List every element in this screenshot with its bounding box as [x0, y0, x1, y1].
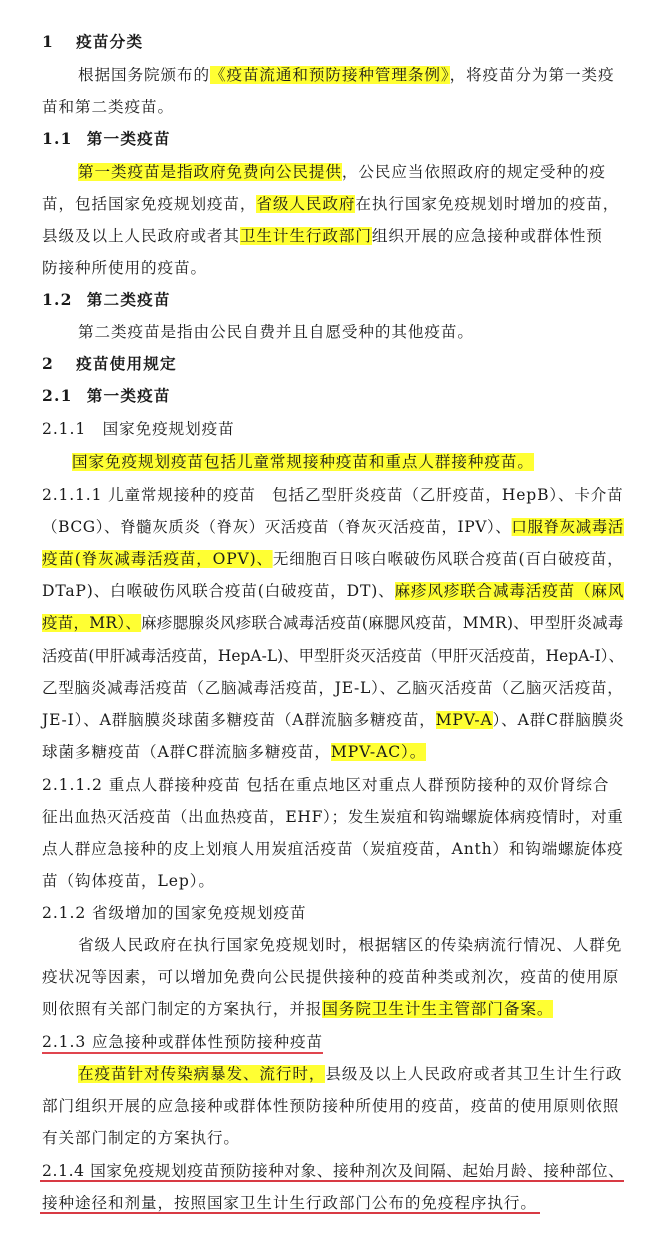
highlight: 麻疹风疹联合减毒活疫苗（麻风 — [394, 582, 625, 600]
heading-2-1: 2.1 第一类疫苗 — [42, 386, 171, 405]
paragraph-line: 省级人民政府在执行国家免疫规划时，根据辖区的传染病流行情况、人群免 — [78, 936, 623, 954]
paragraph-line: （BCG）、脊髓灰质炎（脊灰）灭活疫苗（脊灰灭活疫苗，IPV）、口服脊灰减毒活 — [42, 518, 624, 536]
highlight: 在疫苗针对传染病暴发、流行时， — [78, 1065, 326, 1083]
highlight: 省级人民政府 — [256, 195, 356, 213]
highlight: 国家免疫规划疫苗包括儿童常规接种疫苗和重点人群接种疫苗。 — [72, 453, 534, 471]
highlight: 国务院卫生计生主管部门备案。 — [322, 1000, 554, 1018]
heading-2-1-2: 2.1.2 省级增加的国家免疫规划疫苗 — [42, 904, 307, 922]
paragraph-line: 根据国务院颁布的《疫苗流通和预防接种管理条例》，将疫苗分为第一类疫 — [78, 66, 615, 84]
highlight: 《疫苗流通和预防接种管理条例》 — [209, 66, 450, 84]
paragraph-line: DTaP)、白喉破伤风联合疫苗(白破疫苗，DT)、麻疹风疹联合减毒活疫苗（麻风 — [42, 582, 625, 600]
paragraph-line: 2.1.4 国家免疫规划疫苗预防接种对象、接种剂次及间隔、起始月龄、接种部位、 — [42, 1162, 625, 1180]
paragraph-line: 苗（钩体疫苗，Lep）。 — [42, 872, 215, 890]
paragraph-line: 县级及以上人民政府或者其卫生计生行政部门组织开展的应急接种或群体性预 — [42, 227, 603, 245]
heading-number: 1 — [42, 32, 55, 51]
paragraph-line: 苗和第二类疫苗。 — [42, 98, 174, 116]
highlight: 卫生计生行政部门 — [239, 227, 372, 245]
paragraph-line: 部门组织开展的应急接种或群体性预防接种所使用的疫苗，疫苗的使用原则依照 — [42, 1097, 620, 1115]
highlight: 第一类疫苗是指政府免费向公民提供 — [78, 163, 342, 181]
paragraph-line: 乙型脑炎减毒活疫苗（乙脑减毒活疫苗，JE-L）、乙脑灭活疫苗（乙脑灭活疫苗， — [42, 679, 624, 697]
paragraph-line: 疫苗(脊灰减毒活疫苗，OPV)、无细胞百日咳白喉破伤风联合疫苗(百白破疫苗， — [42, 550, 624, 568]
heading-1-2: 1.2 第二类疫苗 — [42, 290, 171, 309]
heading-2-1-3 — [42, 1027, 323, 1057]
red-underline — [40, 1212, 540, 1214]
highlight: 疫苗(脊灰减毒活疫苗，OPV)、 — [42, 550, 273, 568]
highlight: 疫苗，MR）、 — [42, 614, 142, 632]
paragraph-line: 第一类疫苗是指政府免费向公民提供，公民应当依照政府的规定受种的疫 — [78, 163, 606, 181]
heading-1 — [42, 27, 143, 57]
highlight: 口服脊灰减毒活 — [511, 518, 624, 536]
highlight: MPV-AC）。 — [330, 743, 427, 761]
paragraph-line: 球菌多糖疫苗（A群C群流脑多糖疫苗，MPV-AC）。 — [42, 743, 427, 761]
heading-2: 2 疫苗使用规定 — [42, 354, 177, 373]
heading-1-1: 1.1 第一类疫苗 — [42, 129, 171, 148]
paragraph-line: 则依照有关部门制定的方案执行，并报国务院卫生计生主管部门备案。 — [42, 1000, 554, 1018]
paragraph-line — [72, 447, 534, 477]
paragraph-line: 接种途径和剂量，按照国家卫生计生行政部门公布的免疫程序执行。 — [42, 1194, 537, 1212]
heading-2-1-1: 2.1.1 国家免疫规划疫苗 — [42, 420, 235, 438]
paragraph-line: 苗，包括国家免疫规划疫苗，省级人民政府在执行国家免疫规划时增加的疫苗， — [42, 195, 620, 213]
paragraph-line: 点人群应急接种的皮上划痕人用炭疽活疫苗（炭疽疫苗，Anth）和钩端螺旋体疫 — [42, 840, 624, 858]
paragraph-line: 活疫苗(甲肝减毒活疫苗，HepA-L)、甲型肝炎灭活疫苗（甲肝灭活疫苗，HepA-I）、 — [42, 647, 624, 665]
red-underline — [40, 1180, 624, 1182]
paragraph-line: 征出血热灭活疫苗（出血热疫苗，EHF）；发生炭疽和钩端螺旋体病疫情时，对重 — [42, 808, 624, 826]
paragraph-line: 疫状况等因素，可以增加免费向公民提供接种的疫苗种类或剂次，疫苗的使用原 — [42, 968, 620, 986]
paragraph-line: JE-I）、A群脑膜炎球菌多糖疫苗（A群流脑多糖疫苗，MPV-A）、A群C群脑膜炎 — [42, 711, 625, 729]
paragraph-line: 防接种所使用的疫苗。 — [42, 259, 207, 277]
highlight: MPV-A — [435, 711, 493, 729]
paragraph-line: 2.1.1.2 重点人群接种疫苗 包括在重点地区对重点人群预防接种的双价肾综合 — [42, 776, 610, 794]
paragraph-line: 疫苗，MR）、麻疹腮腺炎风疹联合减毒活疫苗(麻腮风疫苗，MMR)、甲型肝炎减毒 — [42, 614, 624, 632]
paragraph-line: 2.1.1.1 儿童常规接种的疫苗 包括乙型肝炎疫苗（乙肝疫苗，HepB）、卡介苗 — [42, 486, 624, 504]
paragraph-line: 在疫苗针对传染病暴发、流行时，县级及以上人民政府或者其卫生计生行政 — [78, 1065, 623, 1083]
paragraph-line: 第二类疫苗是指由公民自费并且自愿受种的其他疫苗。 — [78, 323, 474, 341]
underlined-heading: 2.1.3 应急接种或群体性预防接种疫苗 — [42, 1033, 323, 1054]
heading-title: 疫苗分类 — [76, 32, 144, 51]
paragraph-line: 有关部门制定的方案执行。 — [42, 1129, 240, 1147]
